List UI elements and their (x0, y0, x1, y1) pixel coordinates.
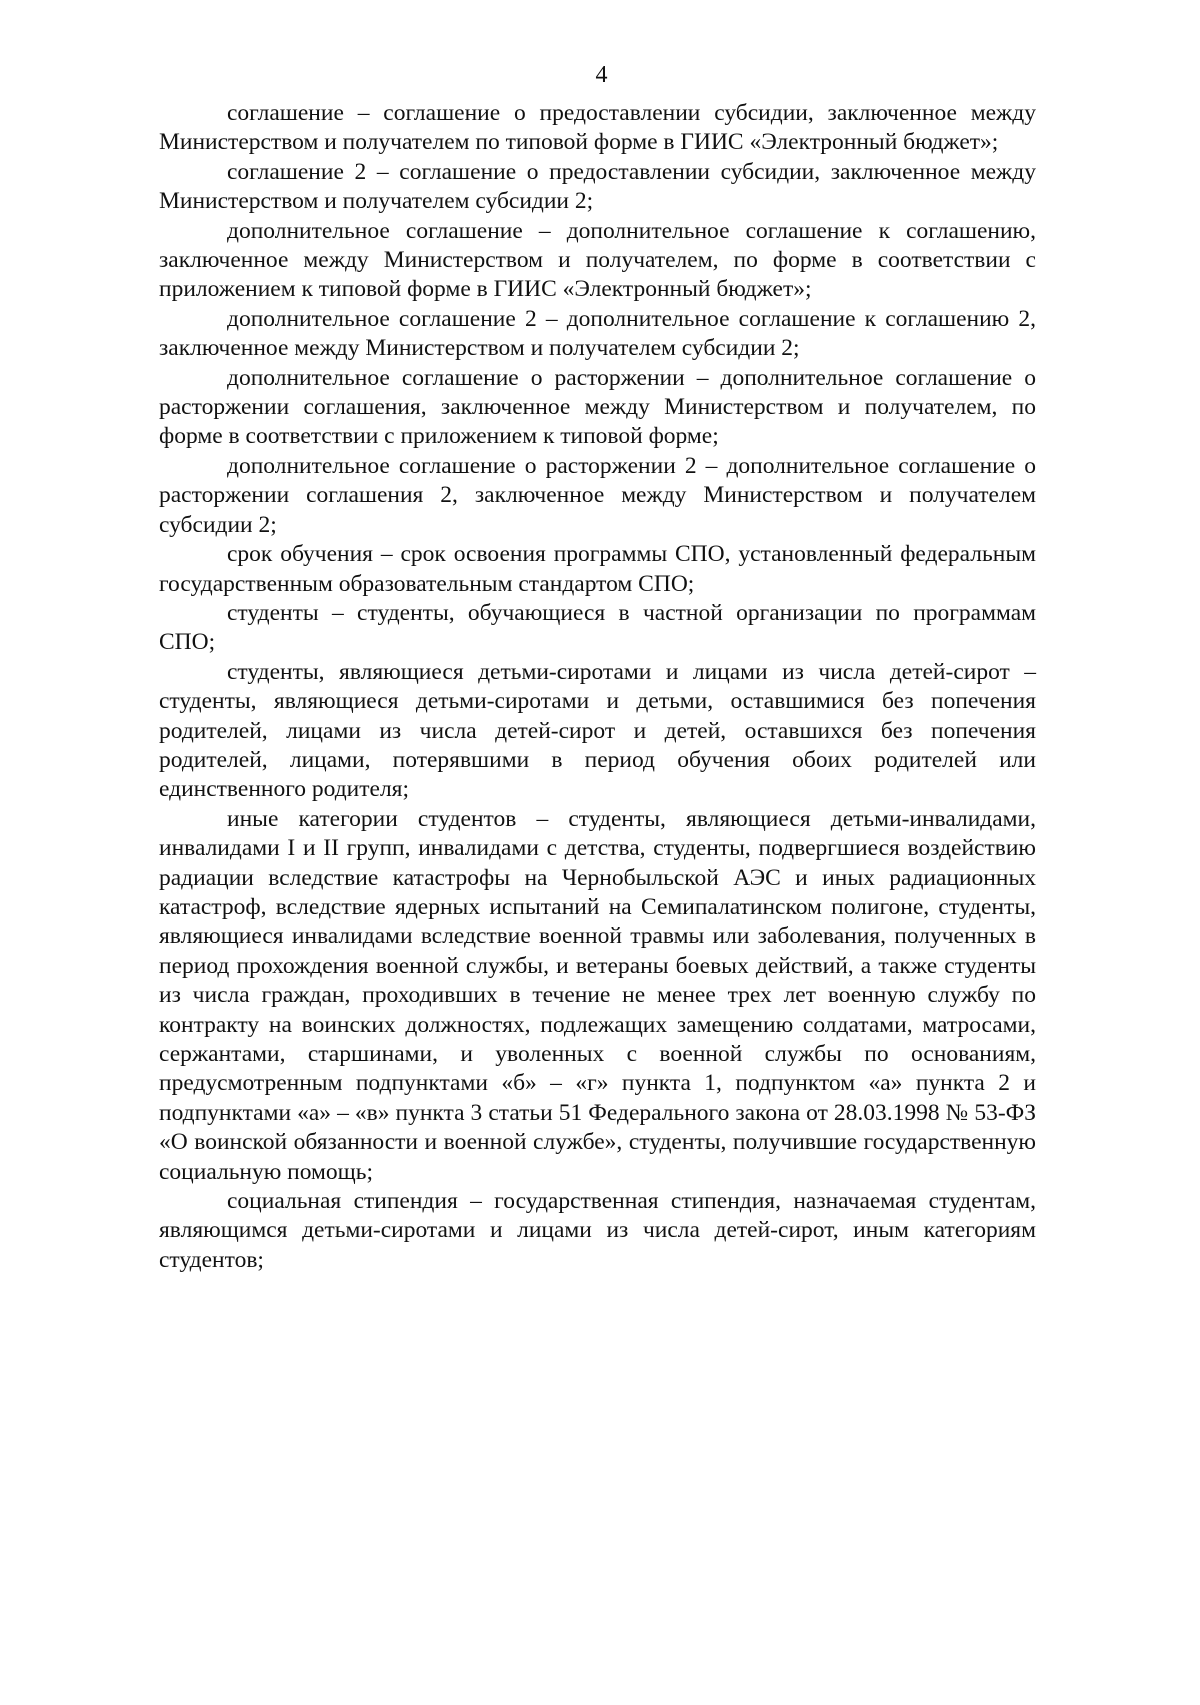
definition-paragraph: студенты – студенты, обучающиеся в частной организации по программам СПО; (159, 599, 1036, 656)
page-number: 4 (595, 62, 608, 88)
definition-paragraph: студенты, являющиеся детьми-сиротами и лицами из числа детей-сирот – студенты, являющиеся детьми-сиротами и детьми, оставшимися без попечения родителей, лицами из числа детей-сирот и детей, оставшихся без попечения родителей, лицами, потерявшими в период обучения обоих родителей или единственного родителя; (159, 658, 1036, 803)
definition-paragraph: социальная стипендия – государственная стипендия, назначаемая студентам, являющимся детьми-сиротами и лицами из числа детей-сирот, иным категориям студентов; (159, 1188, 1036, 1273)
definition-paragraph: соглашение 2 – соглашение о предоставлении субсидии, заключенное между Министерством и получателем субсидии 2; (159, 158, 1036, 215)
definition-paragraph: дополнительное соглашение о расторжении 2 – дополнительное соглашение о расторжении соглашения 2, заключенное между Министерством и получателем субсидии 2; (159, 452, 1036, 538)
definition-paragraph: соглашение – соглашение о предоставлении субсидии, заключенное между Министерством и получателем по типовой форме в ГИИС «Электронный бюджет»; (159, 100, 1036, 156)
definition-paragraph: дополнительное соглашение о расторжении – дополнительное соглашение о расторжении соглашения, заключенное между Министерством и получателем, по форме в соответствии с приложением к типовой форме; (159, 364, 1036, 450)
definition-paragraph: срок обучения – срок освоения программы СПО, установленный федеральным государственным образовательным стандартом СПО; (159, 541, 1036, 597)
definition-paragraph: дополнительное соглашение 2 – дополнительное соглашение к соглашению 2, заключенное между Министерством и получателем субсидии 2; (159, 305, 1036, 362)
definition-paragraph: дополнительное соглашение – дополнительное соглашение к соглашению, заключенное между Министерством и получателем, по форме в соответствии с приложением к типовой форме в ГИИС «Электронный бюджет»; (159, 217, 1036, 303)
document-body (159, 99, 1036, 1275)
definition-paragraph: иные категории студентов – студенты, являющиеся детьми-инвалидами, инвалидами I и II групп, инвалидами с детства, студенты, подвергшиеся воздействию радиации вследствие катастрофы на Чернобыльской АЭС и иных радиационных катастроф, вследствие ядерных испытаний на Семипалатинском полигоне, студенты, являющиеся инвалидами вследствие военной травмы или заболевания, полученных в период прохождения военной службы, и ветераны боевых действий, а также студенты из числа граждан, проходивших в течение не менее трех лет военную службу по контракту на воинских должностях, подлежащих замещению солдатами, матросами, сержантами, старшинами, и уволенных с военной службы по основаниям, предусмотренным подпунктами «б» – «г» пункта 1, подпунктом «а» пункта 2 и подпунктами «а» – «в» пункта 3 статьи 51 Федерального закона от 28.03.1998 № 53-ФЗ «О воинской обязанности и военной службе», студенты, получившие государственную социальную помощь; (159, 805, 1036, 1185)
